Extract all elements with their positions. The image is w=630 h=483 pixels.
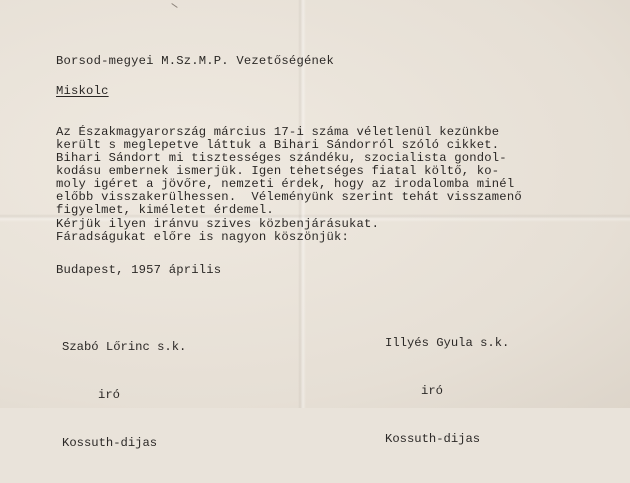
signatory-name: Szabó Lőrinc s.k. [62, 340, 187, 354]
signatory-title: iró [421, 384, 443, 398]
body-line: Bihari Sándort mi tisztességes szándéku, szocialista gondol- [56, 151, 507, 165]
addressee-line: Borsod-megyei M.Sz.M.P. Vezetőségének [56, 54, 335, 68]
signature-block-right [385, 303, 509, 479]
body-line: Kérjük ilyen iránvu szives közbenjárásukat. [56, 217, 380, 231]
signature-block-left [62, 307, 186, 483]
signatory-name: Illyés Gyula s.k. [385, 336, 510, 350]
signatory-award: Kossuth-dijas [385, 432, 481, 446]
body-line: moly igéret a jövőre, nemzeti érdek, hogy az irodalomba minél [56, 177, 515, 191]
body-line: Fáradságukat előre is nagyon köszönjük: [56, 230, 350, 244]
body-line: figyelmet, kiméletet érdemel. [56, 203, 274, 217]
date-line: Budapest, 1957 április [56, 263, 222, 277]
body-line: került s meglepetve láttuk a Bihari Sándorról szóló cikket. [56, 138, 500, 152]
city-line: Miskolc [56, 84, 109, 98]
signatory-award: Kossuth-dijas [62, 436, 158, 450]
body-line: kodásu embernek ismerjük. Igen tehetséges fiatal költő, ko- [56, 164, 500, 178]
paper-mark [171, 3, 177, 8]
signatory-title: iró [98, 388, 120, 402]
body-line: Az Északmagyarország március 17-i száma véletlenül kezünkbe [56, 125, 500, 139]
body-line: előbb visszakerülhessen. Véleményünk szerint tehát visszamenő [56, 190, 522, 204]
